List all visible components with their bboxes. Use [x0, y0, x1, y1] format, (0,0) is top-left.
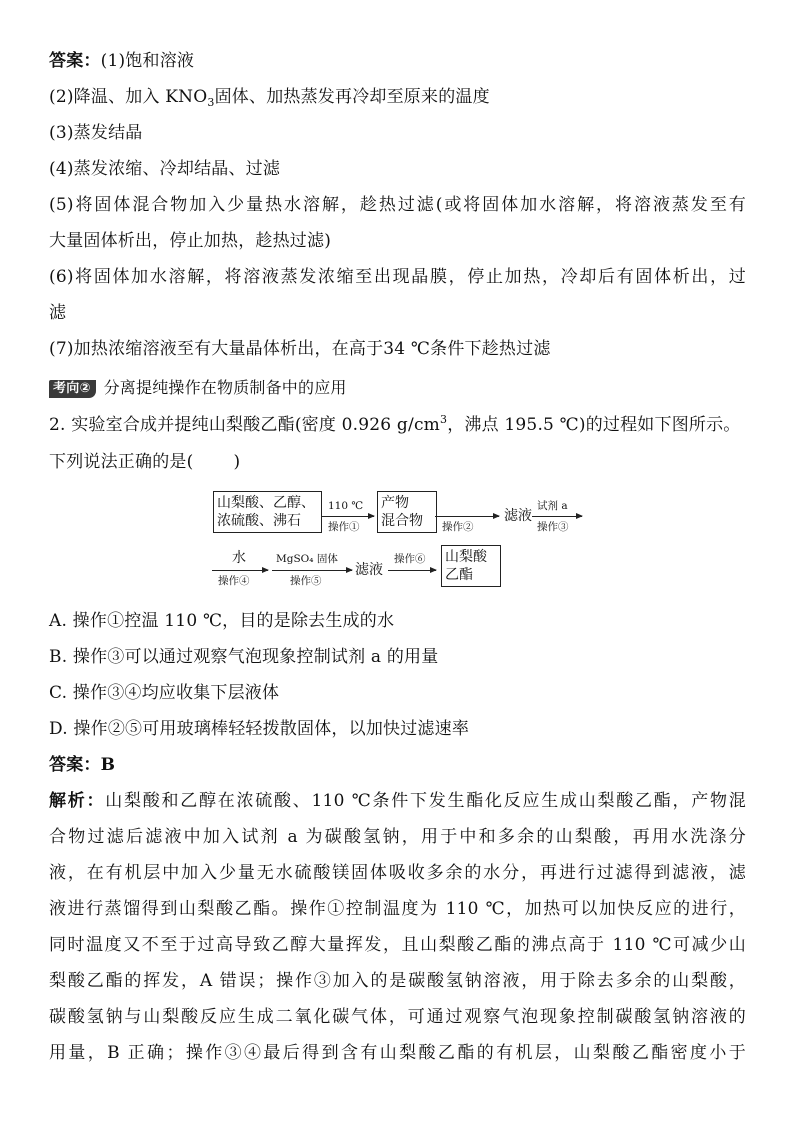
question-stem-paren: ) — [233, 452, 241, 472]
step3-arrow — [532, 516, 582, 517]
answer-label: 答案： — [49, 755, 101, 775]
analysis-label: 解析： — [49, 791, 106, 811]
section-title: 分离提纯操作在物质制备中的应用 — [103, 378, 347, 397]
step4-reagent: 水 — [232, 550, 246, 566]
section-badge: 考向② — [49, 380, 96, 398]
answer-item-6-line-2: 滤 — [49, 303, 67, 323]
analysis-line-8: 用量，B 正确；操作③④最后得到含有山梨酸乙酯的有机层，山梨酸乙酯密度小于 — [49, 1043, 746, 1063]
option-a: A. 操作①控温 110 ℃，目的是除去生成的水 — [49, 611, 395, 631]
step4-arrow — [212, 570, 268, 571]
step1-arrow — [322, 516, 374, 517]
answer-2 — [49, 754, 746, 776]
section-heading — [49, 377, 746, 399]
answer-item-4: (4)蒸发浓缩、冷却结晶、过滤 — [49, 159, 281, 179]
superscript: 3 — [439, 413, 448, 426]
subscript: 3 — [207, 96, 215, 109]
step5-label: 操作⑤ — [290, 575, 322, 587]
analysis-line-7: 碳酸氢钠与山梨酸反应生成二氧化碳气体，可通过观察气泡现象控制碳酸氢钠溶液的 — [49, 1007, 746, 1027]
step5-arrow — [272, 570, 352, 571]
answer-item-7: (7)加热浓缩溶液至有大量晶体析出，在高于34 ℃条件下趁热过滤 — [49, 339, 551, 359]
step6-label: 操作⑥ — [394, 553, 426, 565]
analysis-line-6: 梨酸乙酯的挥发，A 错误；操作③加入的是碳酸氢钠溶液，用于除去多余的山梨酸， — [49, 971, 746, 991]
analysis-line-3: 液，在有机层中加入少量无水硫酸镁固体吸收多余的水分，再进行过滤得到滤液，滤 — [49, 863, 746, 883]
step3-label: 操作③ — [537, 521, 569, 533]
option-c: C. 操作③④均应收集下层液体 — [49, 683, 280, 703]
product-line-1: 产物 — [381, 495, 409, 511]
question-stem-prompt: 下列说法正确的是( — [49, 452, 194, 472]
answer-item-5-line-1: (5)将固体混合物加入少量热水溶解，趁热过滤(或将固体加水溶解，将溶液蒸发至有 — [49, 195, 746, 215]
analysis-line-1 — [49, 790, 746, 812]
step1-label: 操作① — [328, 521, 360, 533]
step3-reagent: 试剂 a — [537, 500, 568, 512]
question-stem-line-1 — [49, 414, 746, 438]
product-line-2: 混合物 — [381, 513, 423, 529]
flow-diagram — [210, 490, 590, 600]
step2-arrow — [435, 516, 499, 517]
analysis-line-5: 同时温度又不至于过高导致乙醇大量挥发，且山梨酸乙酯的沸点高于 110 ℃可减少山 — [49, 935, 746, 955]
option-d: D. 操作②⑤可用玻璃棒轻轻拨散固体，以加快过滤速率 — [49, 719, 470, 739]
step6-arrow — [388, 570, 436, 571]
answer-item-5-line-2: 大量固体析出，停止加热，趁热过滤) — [49, 231, 332, 251]
option-b: B. 操作③可以通过观察气泡现象控制试剂 a 的用量 — [49, 647, 439, 667]
final-product-line-2: 乙酯 — [445, 567, 473, 583]
step1-condition: 110 ℃ — [328, 500, 364, 512]
step4-label: 操作④ — [218, 575, 250, 587]
answer-item-2 — [49, 86, 746, 110]
reactants-line-2: 浓硫酸、沸石 — [217, 513, 301, 529]
answer-value: B — [100, 755, 116, 775]
answer-line-1 — [49, 50, 746, 72]
step5-reagent: MgSO₄ 固体 — [276, 553, 338, 565]
analysis-line-2: 合物过滤后滤液中加入试剂 a 为碳酸氢钠，用于中和多余的山梨酸，再用水洗涤分 — [49, 827, 746, 847]
answer-label: 答案： — [49, 51, 101, 71]
final-product-line-1: 山梨酸 — [445, 549, 487, 565]
question-stem-text: 2. 实验室合成并提纯山梨酸乙酯(密度 0.926 g/cm — [49, 415, 440, 435]
analysis-text-1: 山梨酸和乙醇在浓硫酸、110 ℃条件下发生酯化反应生成山梨酸乙酯，产物混 — [105, 791, 746, 811]
filtrate-2: 滤液 — [355, 562, 383, 578]
reactants-box — [213, 491, 322, 533]
question-stem-line-2 — [49, 451, 746, 473]
question-stem-rest: ，沸点 195.5 ℃)的过程如下图所示。 — [447, 415, 741, 435]
answer-item-6-line-1: (6)将固体加水溶解，将溶液蒸发浓缩至出现晶膜，停止加热，冷却后有固体析出，过 — [49, 267, 746, 287]
analysis-line-4: 液进行蒸馏得到山梨酸乙酯。操作①控制温度为 110 ℃，加热可以加快反应的进行， — [49, 899, 746, 919]
final-product-box — [441, 545, 501, 587]
answer-item-2-text: (2)降温、加入 KNO — [49, 87, 208, 107]
answer-item-3: (3)蒸发结晶 — [49, 123, 143, 143]
filtrate-1: 滤液 — [504, 508, 532, 524]
answer-item-1: (1)饱和溶液 — [100, 51, 195, 71]
reactants-line-1: 山梨酸、乙醇、 — [217, 495, 315, 511]
product-mixture-box — [377, 491, 437, 533]
answer-item-2-rest: 固体、加热蒸发再冷却至原来的温度 — [214, 87, 490, 107]
step2-label: 操作② — [442, 521, 474, 533]
